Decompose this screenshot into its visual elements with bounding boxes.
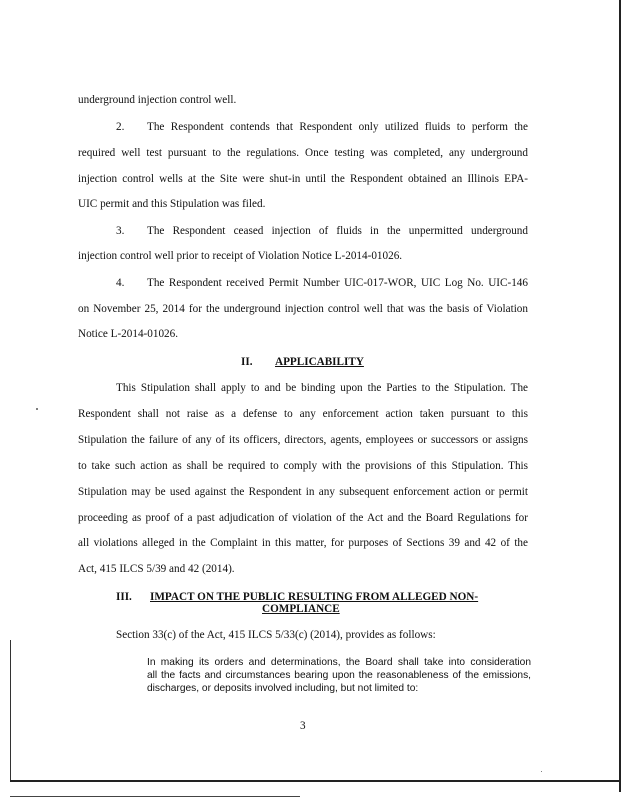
paragraph-2-line-1: The Respondent contends that Respondent only utilized fluids to perform the	[147, 121, 528, 133]
paragraph-2-number: 2.	[116, 121, 125, 133]
scan-border-right	[619, 0, 621, 792]
section-ii-line-2: Respondent shall not raise as a defense to any enforcement action taken pursuant to this	[78, 408, 528, 420]
block-quote-line-2: all the facts and circumstances bearing upon the reasonableness of the emissions,	[147, 670, 531, 681]
paragraph-4-line-3: Notice L-2014-01026.	[78, 328, 179, 340]
paragraph-3-line-1: The Respondent ceased injection of fluids in the unpermitted underground	[147, 225, 528, 237]
scan-border-bottom-secondary	[10, 796, 300, 797]
paragraph-3-number: 3.	[116, 225, 125, 237]
paragraph-2-line-3: injection control wells at the Site were shut-in until the Respondent obtained an Illinois EPA-	[78, 173, 528, 185]
section-iii-title-line-2: COMPLIANCE	[262, 603, 340, 615]
section-ii-line-1: This Stipulation shall apply to and be binding upon the Parties to the Stipulation. The	[116, 382, 528, 394]
section-ii-numeral: II.	[241, 356, 253, 368]
section-ii-line-6: proceeding as proof of a past adjudication of violation of the Act and the Board Regulations for	[78, 512, 528, 524]
section-ii-line-4: to take such action as shall be required to comply with the provisions of this Stipulation. This	[78, 460, 528, 472]
paragraph-4-number: 4.	[116, 277, 125, 289]
paragraph-4-line-1: The Respondent received Permit Number UIC-017-WOR, UIC Log No. UIC-146	[147, 277, 528, 289]
scan-speck	[541, 771, 542, 772]
paragraph-3-line-2: injection control well prior to receipt of Violation Notice L-2014-01026.	[78, 250, 403, 262]
paragraph-2-line-2: required well test pursuant to the regulations. Once testing was completed, any underground	[78, 147, 528, 159]
section-ii-line-5: Stipulation may be used against the Respondent in any subsequent enforcement action or permit	[78, 486, 528, 498]
section-iii-title-line-1: IMPACT ON THE PUBLIC RESULTING FROM ALLEGED NON-	[150, 591, 479, 603]
section-ii-line-8: Act, 415 ILCS 5/39 and 42 (2014).	[78, 563, 235, 575]
block-quote-line-1: In making its orders and determinations, the Board shall take into consideration	[147, 657, 531, 668]
paragraph-2-line-4: UIC permit and this Stipulation was filed.	[78, 198, 266, 210]
section-ii-line-3: Stipulation the failure of any of its officers, directors, agents, employees or successors or assigns	[78, 434, 528, 446]
section-iii-intro: Section 33(c) of the Act, 415 ILCS 5/33(c) (2014), provides as follows:	[116, 629, 436, 641]
section-ii-title: APPLICABILITY	[275, 356, 364, 368]
scan-border-left	[10, 640, 11, 780]
section-ii-line-7: all violations alleged in the Complaint in this matter, for purposes of Sections 39 and 42 of the	[78, 537, 528, 549]
scan-speck	[36, 408, 38, 410]
block-quote-line-3: discharges, or deposits involved including, but not limited to:	[147, 683, 419, 694]
paragraph-1-tail-line: underground injection control well.	[78, 94, 237, 106]
paragraph-4-line-2: on November 25, 2014 for the underground injection control well that was the basis of Violation	[78, 303, 528, 315]
page-number: 3	[300, 720, 306, 732]
scan-border-bottom	[10, 780, 621, 782]
section-iii-numeral: III.	[116, 591, 132, 603]
